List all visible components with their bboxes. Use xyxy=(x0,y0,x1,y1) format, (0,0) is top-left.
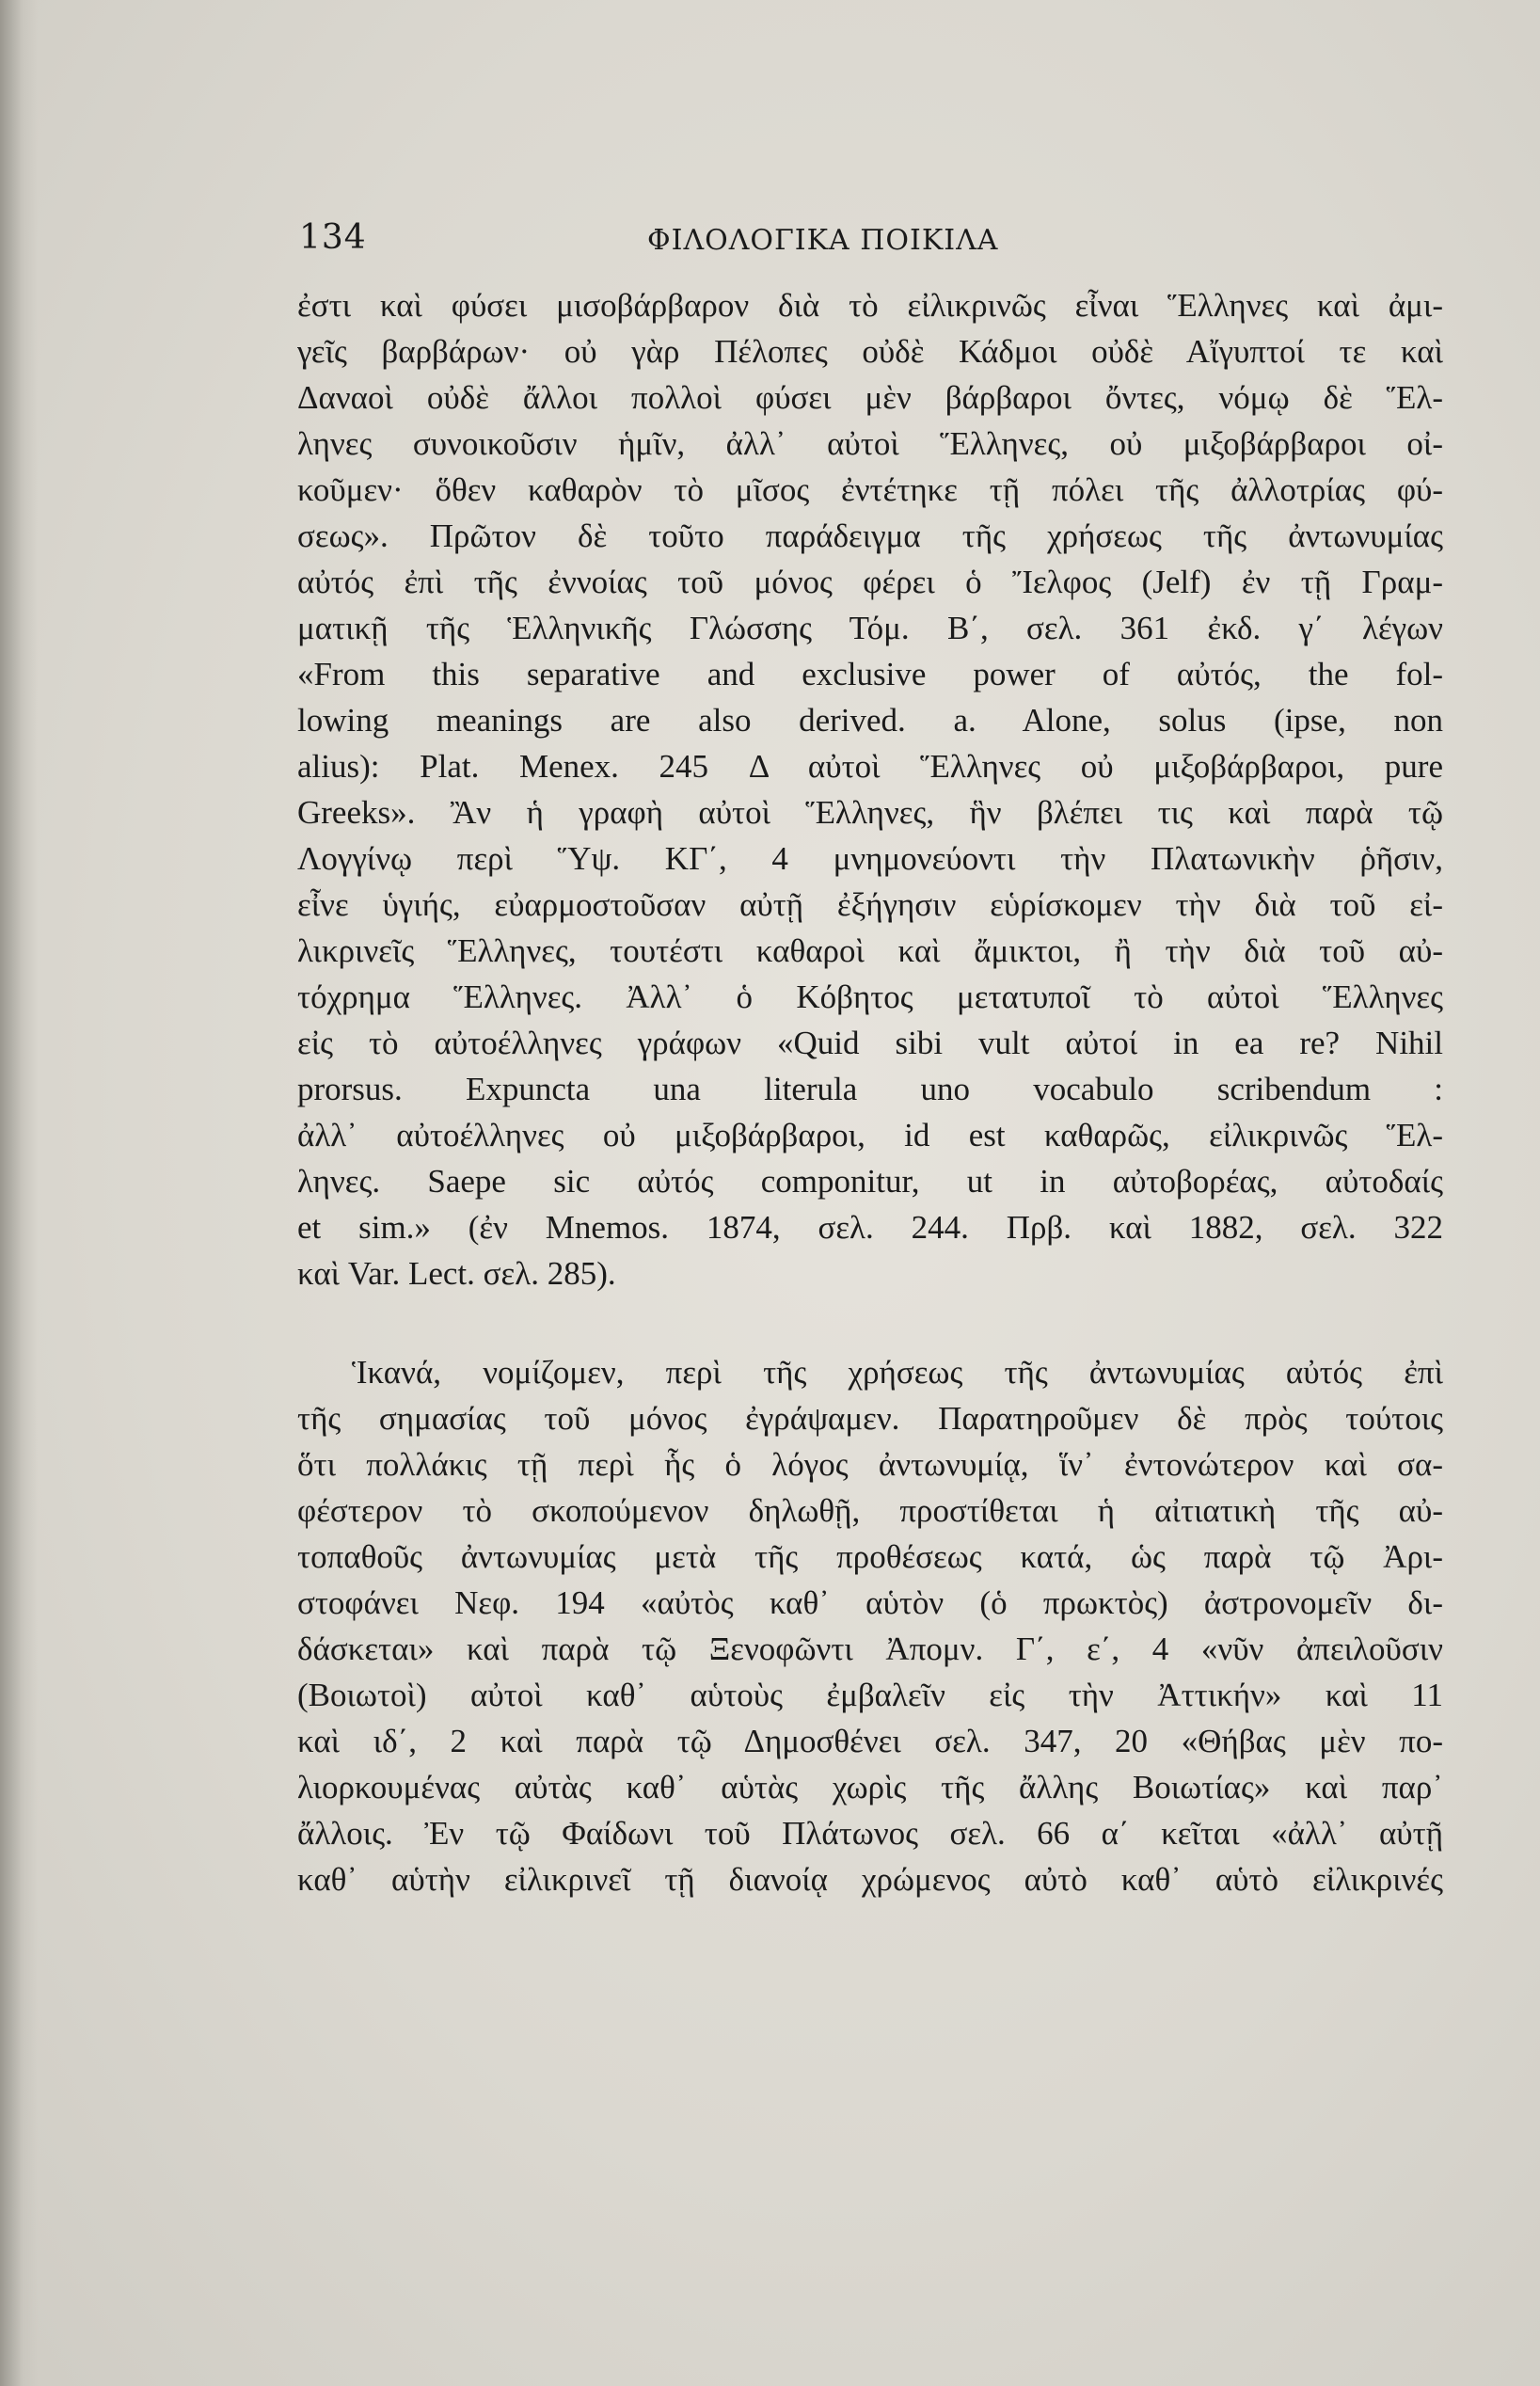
text-line: καὶ Var. Lect. σελ. 285). xyxy=(297,1255,616,1292)
text-line: στοφάνει Νεφ. 194 «αὐτὸς καθ᾽ αὑτὸν (ὁ πρωκτὸς) ἀστρονομεῖν δι- xyxy=(297,1584,1443,1621)
text-line: ματικῇ τῆς Ἑλληνικῆς Γλώσσης Τόμ. Β΄, σελ. 361 ἐκδ. γ΄ λέγων xyxy=(297,610,1443,646)
text-line: (Βοιωτοὶ) αὐτοὶ καθ᾽ αὑτοὺς ἐμβαλεῖν εἰς τὴν Ἀττικήν» καὶ 11 xyxy=(297,1677,1443,1713)
text-line: τόχρημα Ἕλληνες. Ἀλλ᾽ ὁ Κόβητος μετατυποῖ τὸ αὐτοὶ Ἕλληνες xyxy=(297,978,1443,1015)
text-line: λικρινεῖς Ἕλληνες, τουτέστι καθαροὶ καὶ ἄμικτοι, ἢ τὴν διὰ τοῦ αὐ- xyxy=(297,932,1443,969)
running-title: ΦΙΛΟΛΟΓΙΚΑ ΠΟΙΚΙΛΑ xyxy=(647,224,999,257)
text-line: εἶνε ὑγιής, εὐαρμοστοῦσαν αὐτῇ ἐξήγησιν εὑρίσκομεν τὴν διὰ τοῦ εἰ- xyxy=(297,886,1443,923)
text-line: ἄλλοις. Ἐν τῷ Φαίδωνι τοῦ Πλάτωνος σελ. 66 α΄ κεῖται «ἀλλ᾽ αὐτῇ xyxy=(297,1815,1443,1852)
text-line: καὶ ιδ΄, 2 καὶ παρὰ τῷ Δημοσθένει σελ. 347, 20 «Θήβας μὲν πο- xyxy=(297,1723,1443,1759)
text-line: ληνες. Saepe sic αὐτός componitur, ut in αὐτοβορέας, αὐτοδαίς xyxy=(297,1163,1443,1200)
body-text xyxy=(297,282,1443,1902)
page-number: 134 xyxy=(299,218,367,257)
binding-shadow xyxy=(0,0,38,2386)
text-line: τοπαθοῦς ἀντωνυμίας μετὰ τῆς προθέσεως κατά, ὡς παρὰ τῷ Ἀρι- xyxy=(297,1538,1443,1575)
text-line: alius): Plat. Menex. 245 Δ αὐτοὶ Ἕλληνες οὐ μιξοβάρβαροι, pure xyxy=(297,748,1443,785)
text-line: σεως». Πρῶτον δὲ τοῦτο παράδειγμα τῆς χρήσεως τῆς ἀντωνυμίας xyxy=(297,517,1443,554)
text-line: ληνες συνοικοῦσιν ἡμῖν, ἀλλ᾽ αὐτοὶ Ἕλληνες, οὐ μιξοβάρβαροι οἰ- xyxy=(297,425,1443,462)
paragraph-gap xyxy=(297,1296,1443,1349)
text-line: αὐτός ἐπὶ τῆς ἐννοίας τοῦ μόνος φέρει ὁ Ἴελφος (Jelf) ἐν τῇ Γραμ- xyxy=(297,564,1443,600)
text-line: δάσκεται» καὶ παρὰ τῷ Ξενοφῶντι Ἀπομν. Γ΄, ε΄, 4 «νῦν ἀπειλοῦσιν xyxy=(297,1630,1443,1667)
text-line: κοῦμεν· ὅθεν καθαρὸν τὸ μῖσος ἐντέτηκε τῇ πόλει τῆς ἀλλοτρίας φύ- xyxy=(297,471,1443,508)
text-line: lowing meanings are also derived. a. Alone, solus (ipse, non xyxy=(297,702,1443,739)
text-line: λιορκουμένας αὐτὰς καθ᾽ αὑτὰς χωρὶς τῆς ἄλλης Βοιωτίας» καὶ παρ᾽ xyxy=(297,1769,1443,1805)
text-line: ὅτι πολλάκις τῇ περὶ ἧς ὁ λόγος ἀντωνυμίᾳ, ἵν᾽ ἐντονώτερον καὶ σα- xyxy=(297,1446,1443,1483)
text-line: γεῖς βαρβάρων· οὐ γὰρ Πέλοπες οὐδὲ Κάδμοι οὐδὲ Αἴγυπτοί τε καὶ xyxy=(297,333,1443,370)
text-line: Λογγίνῳ περὶ Ὕψ. ΚΓ΄, 4 μνημονεύοντι τὴν Πλατωνικὴν ῥῆσιν, xyxy=(297,840,1443,877)
text-line: ἐστι καὶ φύσει μισοβάρβαρον διὰ τὸ εἰλικρινῶς εἶναι Ἕλληνες καὶ ἀμι- xyxy=(297,287,1443,324)
paragraph xyxy=(297,1349,1443,1902)
text-line: τῆς σημασίας τοῦ μόνος ἐγράψαμεν. Παρατηροῦμεν δὲ πρὸς τούτοις xyxy=(297,1400,1443,1437)
text-line: Greeks». Ἂν ἡ γραφὴ αὐτοὶ Ἕλληνες, ἣν βλέπει τις καὶ παρὰ τῷ xyxy=(297,794,1443,831)
text-line: prorsus. Expuncta una literula uno vocabulo scribendum : xyxy=(297,1071,1443,1107)
text-line: Δαναοὶ οὐδὲ ἄλλοι πολλοὶ φύσει μὲν βάρβαροι ὄντες, νόμῳ δὲ Ἕλ- xyxy=(297,379,1443,416)
text-line: φέστερον τὸ σκοπούμενον δηλωθῇ, προστίθεται ἡ αἰτιατικὴ τῆς αὐ- xyxy=(297,1492,1443,1529)
text-line: «From this separative and exclusive power of αὐτός, the fol- xyxy=(297,656,1443,692)
text-line: Ἱκανά, νομίζομεν, περὶ τῆς χρήσεως τῆς ἀντωνυμίας αὐτός ἐπὶ xyxy=(352,1354,1443,1391)
paragraph-continued xyxy=(297,282,1443,1296)
text-line: et sim.» (ἐν Mnemos. 1874, σελ. 244. Πρβ. καὶ 1882, σελ. 322 xyxy=(297,1209,1443,1246)
text-line: εἰς τὸ αὐτοέλληνες γράφων «Quid sibi vult αὐτοί in ea re? Nihil xyxy=(297,1025,1443,1061)
text-line: καθ᾽ αὑτὴν εἰλικρινεῖ τῇ διανοίᾳ χρώμενος αὐτὸ καθ᾽ αὑτὸ εἰλικρινές xyxy=(297,1861,1443,1898)
text-line: ἀλλ᾽ αὐτοέλληνες οὐ μιξοβάρβαροι, id est καθαρῶς, εἰλικρινῶς Ἕλ- xyxy=(297,1117,1443,1153)
page-header xyxy=(299,218,1447,275)
